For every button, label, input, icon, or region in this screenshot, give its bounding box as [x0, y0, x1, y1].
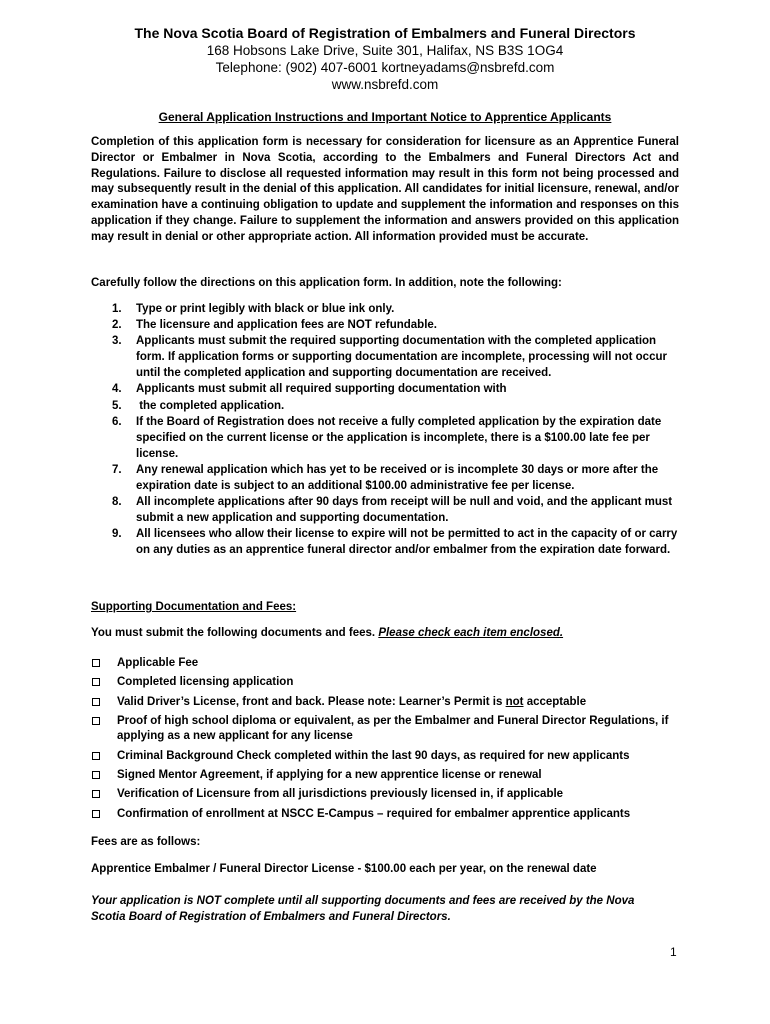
- direction-text: If the Board of Registration does not receive a fully completed application by the expiration date specified on the current license or the application is incomplete, there is a $100.00 late fee per license.: [136, 415, 662, 460]
- checklist-label-end: acceptable: [523, 695, 587, 708]
- direction-text: The licensure and application fees are NOT refundable.: [136, 319, 437, 332]
- direction-item: [91, 317, 681, 333]
- direction-item: [91, 494, 681, 526]
- checklist-item: [91, 695, 691, 711]
- organization-name: The Nova Scotia Board of Registration of Embalmers and Funeral Directors: [134, 25, 636, 41]
- direction-number: 2.: [112, 319, 122, 332]
- direction-item: [91, 414, 681, 462]
- checkbox-licensing-application[interactable]: [92, 678, 100, 686]
- checkbox-high-school-diploma[interactable]: [92, 717, 100, 725]
- direction-number: 6.: [112, 415, 122, 428]
- document-checklist: [91, 656, 691, 826]
- direction-number: 3.: [112, 335, 122, 348]
- direction-number: 8.: [112, 496, 122, 509]
- direction-item: [91, 381, 681, 397]
- direction-text: All licensees who allow their license to expire will not be permitted to act in the capacity of or carry on any duties as an apprentice funeral director and/or embalmer from the expiration date forward.: [136, 528, 678, 557]
- completion-notice: Your application is NOT complete until all supporting documents and fees are received by the Nova Scotia Board of Registration of Embalmers and Funeral Directors.: [91, 895, 635, 923]
- direction-text: Type or print legibly with black or blue ink only.: [136, 303, 395, 315]
- notice-title: General Application Instructions and Important Notice to Apprentice Applicants: [158, 110, 612, 124]
- checklist-label: Confirmation of enrollment at NSCC E-Campus – required for embalmer apprentice applicants: [117, 807, 631, 820]
- checkbox-licensure-verification[interactable]: [92, 790, 100, 798]
- letterhead: [0, 25, 770, 93]
- checklist-label: Signed Mentor Agreement, if applying for a new apprentice license or renewal: [117, 768, 542, 781]
- checkbox-applicable-fee[interactable]: [92, 659, 100, 667]
- direction-item: [91, 526, 681, 558]
- submit-instructions-text: You must submit the following documents and fees.: [91, 627, 379, 639]
- intro-paragraph: Completion of this application form is necessary for consideration for licensure as an Apprentice Funeral Director or Embalmer in Nova Scotia, according to the Embalmers and Funeral Directors Act and Regulations. Failure to disclose all requested information may result in this form not being processed and may subsequently result in the denial of this application. All candidates for initial licensure, renewal, and/or examination have a continuing obligation to update and supplement the information and responses on this application if they change. Failure to supplement the information and answers provided on this application may result in denial or other appropriate action. All information provided must be accurate.: [91, 136, 679, 243]
- checklist-item: [91, 807, 691, 823]
- checklist-item: [91, 656, 691, 672]
- direction-number: 1.: [112, 303, 122, 315]
- checkbox-drivers-license[interactable]: [92, 698, 100, 706]
- checklist-item: [91, 768, 691, 784]
- direction-item: [91, 398, 681, 414]
- direction-number: 5.: [112, 399, 122, 412]
- checkbox-nscc-enrollment[interactable]: [92, 810, 100, 818]
- direction-text: All incomplete applications after 90 days from receipt will be null and void, and the applicant must submit a new application and supporting documentation.: [136, 496, 673, 525]
- checklist-item: [91, 714, 691, 745]
- checklist-label: Completed licensing application: [117, 676, 294, 689]
- fees-heading: Fees are as follows:: [91, 836, 201, 848]
- directions-list: [91, 301, 681, 559]
- checklist-item: [91, 787, 691, 803]
- page-number: 1: [670, 945, 677, 959]
- checklist-label: Criminal Background Check completed within the last 90 days, as required for new applicants: [117, 749, 630, 762]
- checklist-label: Verification of Licensure from all jurisdictions previously licensed in, if applicable: [117, 788, 564, 801]
- checklist-label: Proof of high school diploma or equivalent, as per the Embalmer and Funeral Director Regulations, if applying as a new applicant for any license: [117, 714, 669, 743]
- direction-item: [91, 462, 681, 494]
- checklist-label: Valid Driver’s License, front and back. Please note: Learner’s Permit is: [117, 695, 506, 708]
- direction-number: 4.: [112, 383, 122, 396]
- checklist-label: Applicable Fee: [117, 657, 199, 669]
- checklist-item: [91, 675, 691, 691]
- directions-intro: Carefully follow the directions on this application form. In addition, note the following:: [91, 277, 562, 289]
- organization-website: www.nsbrefd.com: [331, 77, 439, 92]
- direction-text: Applicants must submit all required supporting documentation with: [136, 383, 507, 396]
- direction-text: Any renewal application which has yet to be received or is incomplete 30 days or more after the expiration date is subject to an additional $100.00 administrative fee per license.: [136, 463, 659, 493]
- direction-number: 7.: [112, 463, 122, 476]
- checklist-item: [91, 749, 691, 765]
- supporting-documentation-heading: Supporting Documentation and Fees:: [91, 601, 297, 613]
- direction-item: [91, 301, 681, 317]
- organization-address: 168 Hobsons Lake Drive, Suite 301, Halifax, NS B3S 1OG4: [206, 43, 564, 58]
- check-items-emphasis: Please check each item enclosed.: [378, 627, 564, 639]
- checklist-label-underlined: not: [505, 695, 524, 708]
- checkbox-criminal-background-check[interactable]: [92, 752, 100, 760]
- checkbox-mentor-agreement[interactable]: [92, 771, 100, 779]
- direction-text: Applicants must submit the required supporting documentation with the completed application form. If application forms or supporting documentation are incomplete, processing will not occur until the completed application and supporting documentation are received.: [136, 335, 667, 380]
- fee-line: Apprentice Embalmer / Funeral Director License - $100.00 each per year, on the renewal date: [91, 863, 597, 875]
- direction-number: 9.: [112, 528, 122, 541]
- organization-telephone: Telephone: (902) 407-6001 kortneyadams@nsbrefd.com: [215, 60, 555, 75]
- submit-instructions: [91, 627, 691, 639]
- direction-text: the completed application.: [136, 399, 285, 412]
- direction-item: [91, 333, 681, 381]
